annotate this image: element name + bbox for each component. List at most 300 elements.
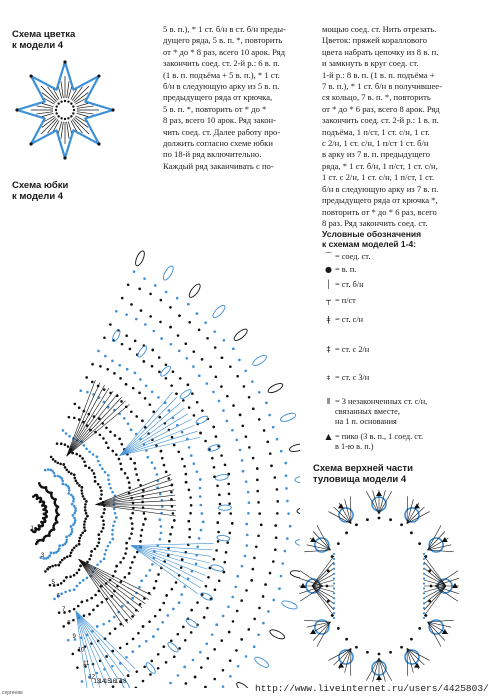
top-caption bbox=[313, 463, 413, 485]
chain-stitch bbox=[70, 525, 73, 528]
chain-stitch bbox=[123, 417, 126, 420]
chain-stitch bbox=[423, 617, 425, 619]
chain-stitch bbox=[333, 573, 335, 575]
legend-text bbox=[335, 296, 356, 306]
legend-text-line: = в. п. bbox=[335, 265, 357, 274]
chain-stitch bbox=[276, 488, 279, 491]
chain-stitch bbox=[215, 623, 218, 626]
chain-stitch bbox=[142, 523, 145, 526]
chain-stitch bbox=[222, 685, 225, 688]
chain-stitch bbox=[180, 593, 183, 596]
chain-stitch bbox=[212, 426, 215, 429]
legend-text-line: в 1-ю в. п.) bbox=[335, 442, 374, 451]
chain-stitch bbox=[167, 614, 170, 617]
cluster-stitch bbox=[179, 388, 193, 400]
chain-stitch bbox=[62, 483, 65, 486]
chain-stitch bbox=[92, 609, 95, 612]
chain-stitch bbox=[135, 318, 138, 321]
chain-stitch bbox=[366, 518, 369, 521]
chain-stitch bbox=[378, 653, 381, 656]
instruction-line: (1 в. п. подъёма + 5 в. п.), * 1 ст. bbox=[163, 69, 280, 80]
chain-stitch bbox=[60, 100, 62, 102]
stitch-mark bbox=[131, 546, 211, 557]
chain-stitch bbox=[81, 457, 84, 460]
half-double-icon: ┬ bbox=[326, 296, 331, 305]
row-number: 11 bbox=[83, 660, 90, 667]
stitch-mark bbox=[120, 403, 181, 456]
chain-stitch bbox=[198, 374, 201, 377]
row-number: 4 bbox=[46, 566, 50, 573]
chain-stitch bbox=[236, 610, 239, 613]
chain-stitch bbox=[389, 651, 392, 654]
chain-stitch bbox=[62, 625, 65, 628]
chain-stitch bbox=[213, 558, 216, 561]
chain-stitch bbox=[73, 474, 76, 477]
instruction-line: ся кольцо, 7 в. п. *, повторить bbox=[322, 92, 431, 103]
chain-stitch bbox=[103, 336, 106, 339]
chain-stitch bbox=[51, 565, 54, 568]
stitch-mark bbox=[366, 658, 379, 681]
instruction-line: мощью соед. ст. Нить отрезать. bbox=[322, 24, 437, 34]
stitch-mark bbox=[79, 559, 152, 595]
chain-stitch bbox=[423, 553, 425, 555]
chain-stitch bbox=[150, 660, 153, 663]
chain-stitch bbox=[86, 577, 89, 580]
cluster-stitch bbox=[289, 443, 300, 453]
chain-stitch bbox=[113, 520, 116, 523]
chain-stitch bbox=[130, 428, 133, 431]
chain-stitch bbox=[195, 562, 198, 565]
chain-stitch bbox=[185, 473, 188, 476]
chain-stitch bbox=[215, 549, 218, 552]
chain-stitch bbox=[73, 546, 76, 549]
chain-stitch bbox=[73, 109, 75, 111]
chain-stitch bbox=[144, 397, 147, 400]
chain-stitch bbox=[63, 557, 66, 560]
chain-stitch bbox=[189, 496, 192, 499]
cluster-stitch bbox=[134, 250, 146, 267]
chain-stitch bbox=[173, 655, 176, 658]
chain-stitch bbox=[158, 356, 161, 359]
chain-stitch bbox=[160, 337, 163, 340]
chain-stitch bbox=[333, 612, 335, 614]
stitch-mark bbox=[67, 81, 69, 98]
row-number: 17 bbox=[114, 679, 122, 685]
chain-stitch bbox=[61, 479, 64, 482]
chain-stitch bbox=[131, 597, 134, 600]
chain-stitch bbox=[64, 466, 67, 469]
stitch-mark bbox=[379, 658, 392, 681]
chain-stitch bbox=[244, 370, 247, 373]
chain-stitch bbox=[71, 528, 74, 531]
chain-stitch bbox=[73, 477, 76, 480]
chain-stitch bbox=[188, 536, 191, 539]
instruction-line: 5 в. п. *, повторить от * до * bbox=[163, 103, 267, 114]
skirt-caption-line: к модели 4 bbox=[12, 191, 64, 202]
stitch-mark bbox=[312, 562, 334, 586]
chain-stitch bbox=[55, 109, 57, 111]
chain-stitch bbox=[170, 639, 173, 642]
row-number: 3 bbox=[41, 552, 45, 559]
chain-stitch bbox=[228, 502, 231, 505]
chain-stitch bbox=[159, 538, 162, 541]
chain-stitch bbox=[67, 117, 69, 119]
chain-stitch bbox=[272, 599, 275, 602]
legend-item bbox=[322, 345, 369, 355]
stitch-mark bbox=[67, 397, 122, 456]
chain-stitch bbox=[134, 372, 137, 375]
instruction-line: закончить соед. ст. 2-й р.: 6 в. п. bbox=[163, 58, 280, 69]
chain-stitch bbox=[192, 365, 195, 368]
chain-stitch bbox=[120, 468, 123, 471]
chain-stitch bbox=[400, 523, 403, 526]
chain-stitch bbox=[162, 602, 165, 605]
stitch-mark bbox=[61, 122, 63, 139]
chain-stitch bbox=[243, 385, 246, 388]
chain-stitch bbox=[423, 578, 425, 580]
chain-stitch bbox=[145, 640, 148, 643]
chain-stitch bbox=[83, 520, 86, 523]
chain-stitch bbox=[193, 414, 196, 417]
legend-title bbox=[322, 229, 421, 249]
chain-stitch bbox=[132, 502, 135, 505]
chain-stitch bbox=[73, 417, 76, 420]
chain-stitch bbox=[247, 512, 250, 515]
cluster-stitch bbox=[195, 415, 209, 426]
instruction-line: 1 ст. с 2/н, 1 ст. с/н, 1 п/ст, 1 ст. bbox=[322, 172, 435, 183]
chain-stitch bbox=[72, 653, 75, 656]
chain-stitch bbox=[153, 587, 156, 590]
chain-stitch bbox=[72, 500, 75, 503]
chain-stitch bbox=[72, 619, 75, 622]
chain-stitch bbox=[333, 607, 335, 609]
chain-stitch bbox=[423, 597, 425, 599]
chain-stitch bbox=[59, 463, 62, 466]
chain-stitch bbox=[255, 546, 258, 549]
chain-stitch bbox=[165, 594, 168, 597]
chain-stitch bbox=[104, 355, 107, 358]
chain-stitch bbox=[423, 582, 425, 584]
instruction-line: 8 раз. Ряд закончить соед. ст. bbox=[322, 217, 428, 228]
legend-text bbox=[335, 432, 423, 452]
chain-stitch bbox=[125, 547, 128, 550]
stitch-mark bbox=[345, 648, 351, 672]
chain-stitch bbox=[188, 406, 191, 409]
chain-stitch bbox=[262, 622, 265, 625]
chain-stitch bbox=[131, 650, 134, 653]
chain-stitch bbox=[105, 426, 108, 429]
chain-stitch bbox=[134, 340, 137, 343]
chain-stitch bbox=[148, 569, 151, 572]
chain-stitch bbox=[53, 472, 56, 475]
chain-stitch bbox=[167, 554, 170, 557]
chain-stitch bbox=[423, 558, 425, 560]
chain-stitch bbox=[178, 647, 181, 650]
stitch-mark bbox=[42, 113, 54, 116]
chain-stitch bbox=[226, 395, 229, 398]
chain-stitch bbox=[170, 491, 173, 494]
chain-stitch bbox=[418, 542, 421, 545]
chain-stitch bbox=[85, 376, 88, 379]
chain-stitch bbox=[151, 365, 154, 368]
row-number: 2 bbox=[35, 539, 40, 546]
chain-stitch bbox=[129, 566, 132, 569]
chain-stitch bbox=[201, 512, 204, 515]
chain-stitch bbox=[94, 594, 97, 597]
chain-stitch bbox=[235, 649, 238, 652]
chain-stitch bbox=[280, 450, 283, 453]
chain-stitch bbox=[111, 450, 114, 453]
chain-stitch bbox=[135, 670, 138, 673]
chain-stitch bbox=[239, 414, 242, 417]
chain-stitch bbox=[286, 537, 289, 540]
chain-stitch bbox=[280, 575, 283, 578]
chain-stitch bbox=[94, 548, 97, 551]
chain-stitch bbox=[274, 548, 277, 551]
stitch-mark bbox=[76, 611, 118, 679]
chain-stitch bbox=[160, 525, 163, 528]
chain-stitch bbox=[73, 574, 76, 577]
chain-stitch bbox=[97, 142, 100, 145]
chain-stitch bbox=[88, 451, 91, 454]
chain-stitch bbox=[99, 365, 102, 368]
chain-stitch bbox=[120, 400, 123, 403]
chain-stitch bbox=[272, 560, 275, 563]
chain-stitch bbox=[79, 537, 82, 540]
stitch-mark bbox=[131, 543, 213, 545]
chain-stitch bbox=[185, 481, 188, 484]
chain-stitch bbox=[67, 492, 70, 495]
chain-stitch bbox=[258, 418, 261, 421]
chain-stitch bbox=[199, 495, 202, 498]
chain-stitch bbox=[333, 582, 335, 584]
chain-stitch bbox=[144, 323, 147, 326]
chain-stitch bbox=[258, 391, 261, 394]
chain-stitch bbox=[126, 643, 129, 646]
cluster-stitch bbox=[136, 345, 148, 359]
chain-stitch bbox=[240, 599, 243, 602]
chain-stitch bbox=[248, 446, 251, 449]
chain-stitch bbox=[276, 438, 279, 441]
chain-stitch bbox=[333, 617, 335, 619]
chain-stitch bbox=[209, 365, 212, 368]
chain-stitch bbox=[70, 102, 72, 104]
chain-stitch bbox=[54, 475, 57, 478]
chain-stitch bbox=[112, 685, 115, 688]
chain-stitch bbox=[140, 579, 143, 582]
bodice-diagram bbox=[294, 486, 474, 686]
chain-stitch bbox=[182, 626, 185, 629]
chain-stitch bbox=[223, 339, 226, 342]
chain-stitch bbox=[141, 419, 144, 422]
chain-stitch bbox=[140, 309, 143, 312]
legend-text-line: = ст. с 2/н bbox=[335, 345, 370, 354]
chain-stitch bbox=[71, 549, 74, 552]
chain-stitch bbox=[68, 435, 71, 438]
chain-stitch bbox=[136, 551, 139, 554]
instruction-line: 7 в. п.), * 1 ст. б/н в получившее- bbox=[322, 81, 442, 92]
chain-stitch bbox=[64, 591, 67, 594]
chain-stitch bbox=[71, 503, 74, 506]
chain-stitch bbox=[192, 350, 195, 353]
chain-stitch bbox=[84, 503, 87, 506]
stitch-mark bbox=[424, 562, 446, 586]
chain-stitch bbox=[90, 554, 93, 557]
instructions-column-2 bbox=[322, 24, 474, 229]
chain-stitch bbox=[53, 598, 56, 601]
chain-stitch bbox=[222, 409, 225, 412]
chain-stitch bbox=[57, 564, 60, 567]
chain-stitch bbox=[165, 471, 168, 474]
chain-stitch bbox=[80, 489, 83, 492]
chain-stitch bbox=[227, 605, 230, 608]
chain-stitch bbox=[109, 632, 112, 635]
chain-stitch bbox=[167, 477, 170, 480]
chain-stitch bbox=[418, 627, 421, 630]
row-number: 18 bbox=[119, 679, 127, 685]
picot-mark bbox=[376, 491, 382, 496]
chain-stitch bbox=[61, 544, 64, 547]
chain-stitch bbox=[183, 465, 186, 468]
chain-stitch bbox=[74, 507, 77, 510]
chain-stitch bbox=[240, 638, 243, 641]
chain-stitch bbox=[79, 389, 82, 392]
instructions-column-1 bbox=[163, 24, 314, 172]
chain-stitch bbox=[115, 516, 118, 519]
chain-stitch bbox=[266, 441, 269, 444]
chain-stitch bbox=[137, 632, 140, 635]
chain-stitch bbox=[135, 687, 138, 688]
cluster-stitch bbox=[211, 303, 227, 319]
chain-stitch bbox=[253, 645, 256, 648]
chain-stitch bbox=[70, 115, 72, 117]
chain-stitch bbox=[58, 611, 61, 614]
chain-stitch bbox=[130, 517, 133, 520]
chain-stitch bbox=[59, 561, 62, 564]
chain-stitch bbox=[69, 555, 72, 558]
chain-stitch bbox=[410, 638, 413, 641]
chain-stitch bbox=[72, 523, 75, 526]
chain-stitch bbox=[102, 623, 105, 626]
chain-stitch bbox=[178, 350, 181, 353]
chain-stitch bbox=[78, 569, 81, 572]
chain-stitch bbox=[58, 547, 61, 550]
chain-stitch bbox=[204, 321, 207, 324]
chain-stitch bbox=[236, 439, 239, 442]
chain-stitch bbox=[109, 431, 112, 434]
chain-stitch bbox=[111, 665, 114, 668]
chain-stitch bbox=[231, 522, 234, 525]
chain-stitch bbox=[333, 563, 335, 565]
chain-stitch bbox=[113, 616, 116, 619]
chain-stitch bbox=[247, 628, 250, 631]
legend-text-line: = ст. с 3/н bbox=[335, 373, 370, 382]
chain-stitch bbox=[177, 334, 180, 337]
chain-stitch bbox=[93, 472, 96, 475]
chain-stitch bbox=[74, 512, 77, 515]
chain-stitch bbox=[107, 478, 110, 481]
chain-stitch bbox=[84, 529, 87, 532]
chain-stitch bbox=[142, 625, 145, 628]
chain-stitch bbox=[172, 370, 175, 373]
chain-stitch bbox=[60, 117, 62, 119]
chain-stitch bbox=[281, 562, 284, 565]
chain-stitch bbox=[72, 105, 74, 107]
chain-stitch bbox=[148, 620, 151, 623]
chain-stitch bbox=[234, 586, 237, 589]
chain-stitch bbox=[190, 609, 193, 612]
flower-diagram bbox=[10, 55, 120, 165]
chain-stitch bbox=[178, 314, 181, 317]
chain-stitch bbox=[229, 659, 232, 662]
chain-stitch bbox=[60, 442, 63, 445]
row-number: 12 bbox=[88, 674, 96, 681]
chain-stitch bbox=[114, 434, 117, 437]
chain-stitch bbox=[113, 508, 116, 511]
treble-crochet-icon: ‡ bbox=[326, 345, 331, 354]
chain-stitch bbox=[73, 517, 76, 520]
chain-stitch bbox=[119, 561, 122, 564]
cluster-stitch bbox=[161, 264, 175, 281]
chain-stitch bbox=[188, 489, 191, 492]
chain-stitch bbox=[171, 588, 174, 591]
chain-stitch bbox=[173, 444, 176, 447]
chain-stitch bbox=[44, 469, 47, 472]
chain-stitch bbox=[133, 270, 136, 273]
chain-stitch bbox=[131, 512, 134, 515]
chain-stitch bbox=[160, 299, 163, 302]
chain-stitch bbox=[149, 403, 152, 406]
cluster-stitch bbox=[159, 365, 172, 378]
chain-stitch bbox=[64, 443, 67, 446]
chain-stitch bbox=[274, 476, 277, 479]
chain-stitch bbox=[169, 682, 172, 685]
chain-stitch bbox=[126, 477, 129, 480]
chain-stitch bbox=[50, 456, 53, 459]
chain-stitch bbox=[104, 553, 107, 556]
chain-stitch bbox=[119, 463, 122, 466]
chain-stitch bbox=[98, 538, 101, 541]
chain-stitch bbox=[57, 102, 59, 104]
chain-stitch bbox=[285, 474, 288, 477]
chain-stitch bbox=[156, 544, 159, 547]
chain-stitch bbox=[187, 383, 190, 386]
cluster-stitch bbox=[232, 327, 248, 342]
chain-stitch bbox=[285, 487, 288, 490]
cluster-stitch bbox=[253, 655, 270, 669]
chain-stitch bbox=[107, 446, 110, 449]
chain-stitch bbox=[337, 627, 340, 630]
chain-stitch bbox=[157, 573, 160, 576]
cluster-stitch bbox=[279, 412, 296, 423]
chain-stitch bbox=[149, 293, 152, 296]
stitch-mark bbox=[68, 87, 71, 99]
chain-stitch bbox=[260, 523, 263, 526]
chain-stitch bbox=[212, 391, 215, 394]
chain-stitch bbox=[99, 497, 102, 500]
chain-stitch bbox=[196, 601, 199, 604]
chain-stitch bbox=[165, 661, 168, 664]
chain-stitch bbox=[228, 493, 231, 496]
chain-stitch bbox=[72, 112, 74, 114]
chain-stitch bbox=[185, 357, 188, 360]
chain-stitch bbox=[85, 517, 88, 520]
chain-stitch bbox=[78, 484, 81, 487]
chain-stitch bbox=[268, 414, 271, 417]
chain-stitch bbox=[88, 613, 91, 616]
stitch-mark bbox=[67, 385, 105, 456]
chain-stitch bbox=[199, 651, 202, 654]
